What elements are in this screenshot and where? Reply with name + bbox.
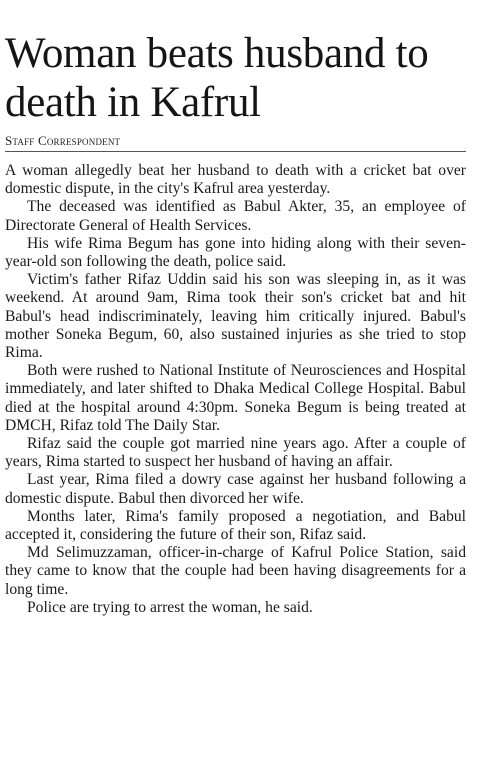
article-paragraph: Md Selimuzzaman, officer-in-charge of Kafrul Police Station, said they came to know that the couple had been having disagreements for a long time.: [5, 544, 466, 598]
article-paragraph: Police are trying to arrest the woman, he said.: [27, 598, 313, 616]
article-paragraph: Both were rushed to National Institute of Neurosciences and Hospital immediately, and later shifted to Dhaka Medical College Hospital. Babul died at the hospital around 4:30pm. Soneka Begum is being treated at DMCH, Rifaz told The Daily Star.: [5, 362, 466, 434]
article-paragraph: The deceased was identified as Babul Akter, 35, an employee of Directorate General of Health Services.: [5, 198, 466, 234]
byline: Staff Correspondent: [5, 133, 121, 148]
article-paragraph: A woman allegedly beat her husband to death with a cricket bat over domestic dispute, in the city's Kafrul area yesterday.: [5, 162, 466, 198]
article-paragraph: Victim's father Rifaz Uddin said his son was sleeping in, as it was weekend. At around 9am, Rima took their son's cricket bat and hit Babul's head indiscriminately, leaving him critically injured. Babul's mother Soneka Begum, 60, also sustained injuries as she tried to stop Rima.: [5, 271, 466, 362]
article-paragraph: Months later, Rima's family proposed a negotiation, and Babul accepted it, considering the future of their son, Rifaz said.: [5, 507, 466, 544]
article-paragraph: His wife Rima Begum has gone into hiding along with their seven-year-old son following the death, police said.: [5, 234, 466, 271]
article-paragraph: Rifaz said the couple got married nine years ago. After a couple of years, Rima started to suspect her husband of having an affair.: [5, 435, 466, 471]
article-paragraph: Last year, Rima filed a dowry case against her husband following a domestic dispute. Babul then divorced her wife.: [5, 471, 466, 507]
headline: Woman beats husband to death in Kafrul: [5, 30, 429, 126]
byline-divider: [5, 151, 466, 152]
article-body: [5, 162, 466, 617]
